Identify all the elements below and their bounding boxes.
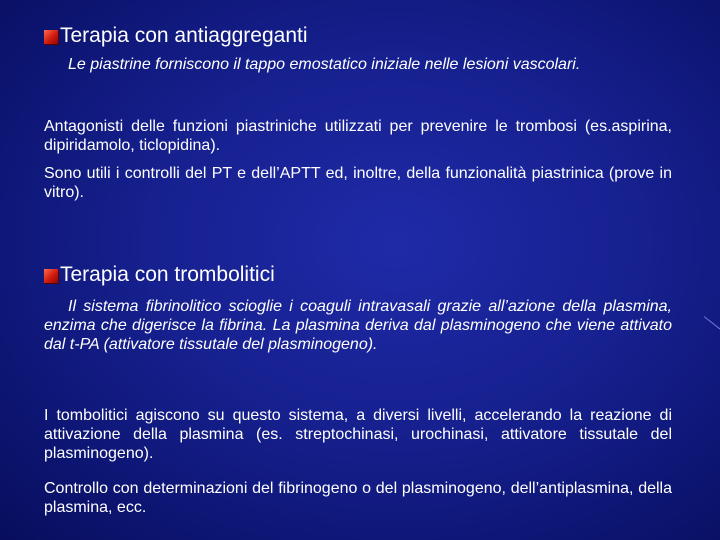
paragraph-controllo-fibrinogeno: Controllo con determinazioni del fibrinogeno o del plasminogeno, dell’antiplasmina, della plasmina, ecc. xyxy=(44,480,672,516)
red-square-bullet-icon xyxy=(44,269,58,283)
heading-text: Terapia con antiaggreganti xyxy=(60,24,308,47)
section-heading-antiaggreganti xyxy=(44,24,308,48)
heading-text: Terapia con trombolitici xyxy=(60,263,275,286)
section-heading-trombolitici xyxy=(44,263,275,287)
paragraph-sistema-fibrinolitico: Il sistema fibrinolitico scioglie i coaguli intravasali grazie all’azione della plasmina, enzima che digerisce la fibrina. La plasmina deriva dal plasminogeno che viene attivato dal t-PA (attivatore tissutale del plasminogeno). xyxy=(44,298,672,353)
red-square-bullet-icon xyxy=(44,30,58,44)
paragraph-intro-piastrine: Le piastrine forniscono il tappo emostatico iniziale nelle lesioni vascolari. xyxy=(68,56,581,73)
paragraph-antagonisti: Antagonisti delle funzioni piastriniche utilizzati per prevenire le trombosi (es.aspirina, dipiridamolo, ticlopidina). xyxy=(44,118,672,154)
paragraph-controlli-pt: Sono utili i controlli del PT e dell’APTT ed, inoltre, della funzionalità piastrinica (prove in vitro). xyxy=(44,165,672,201)
decorative-line xyxy=(704,316,720,330)
paragraph-trombolitici-agiscono: I tombolitici agiscono su questo sistema, a diversi livelli, accelerando la reazione di attivazione della plasmina (es. streptochinasi, urochinasi, attivatore tissutale del plasminogeno). xyxy=(44,407,672,462)
